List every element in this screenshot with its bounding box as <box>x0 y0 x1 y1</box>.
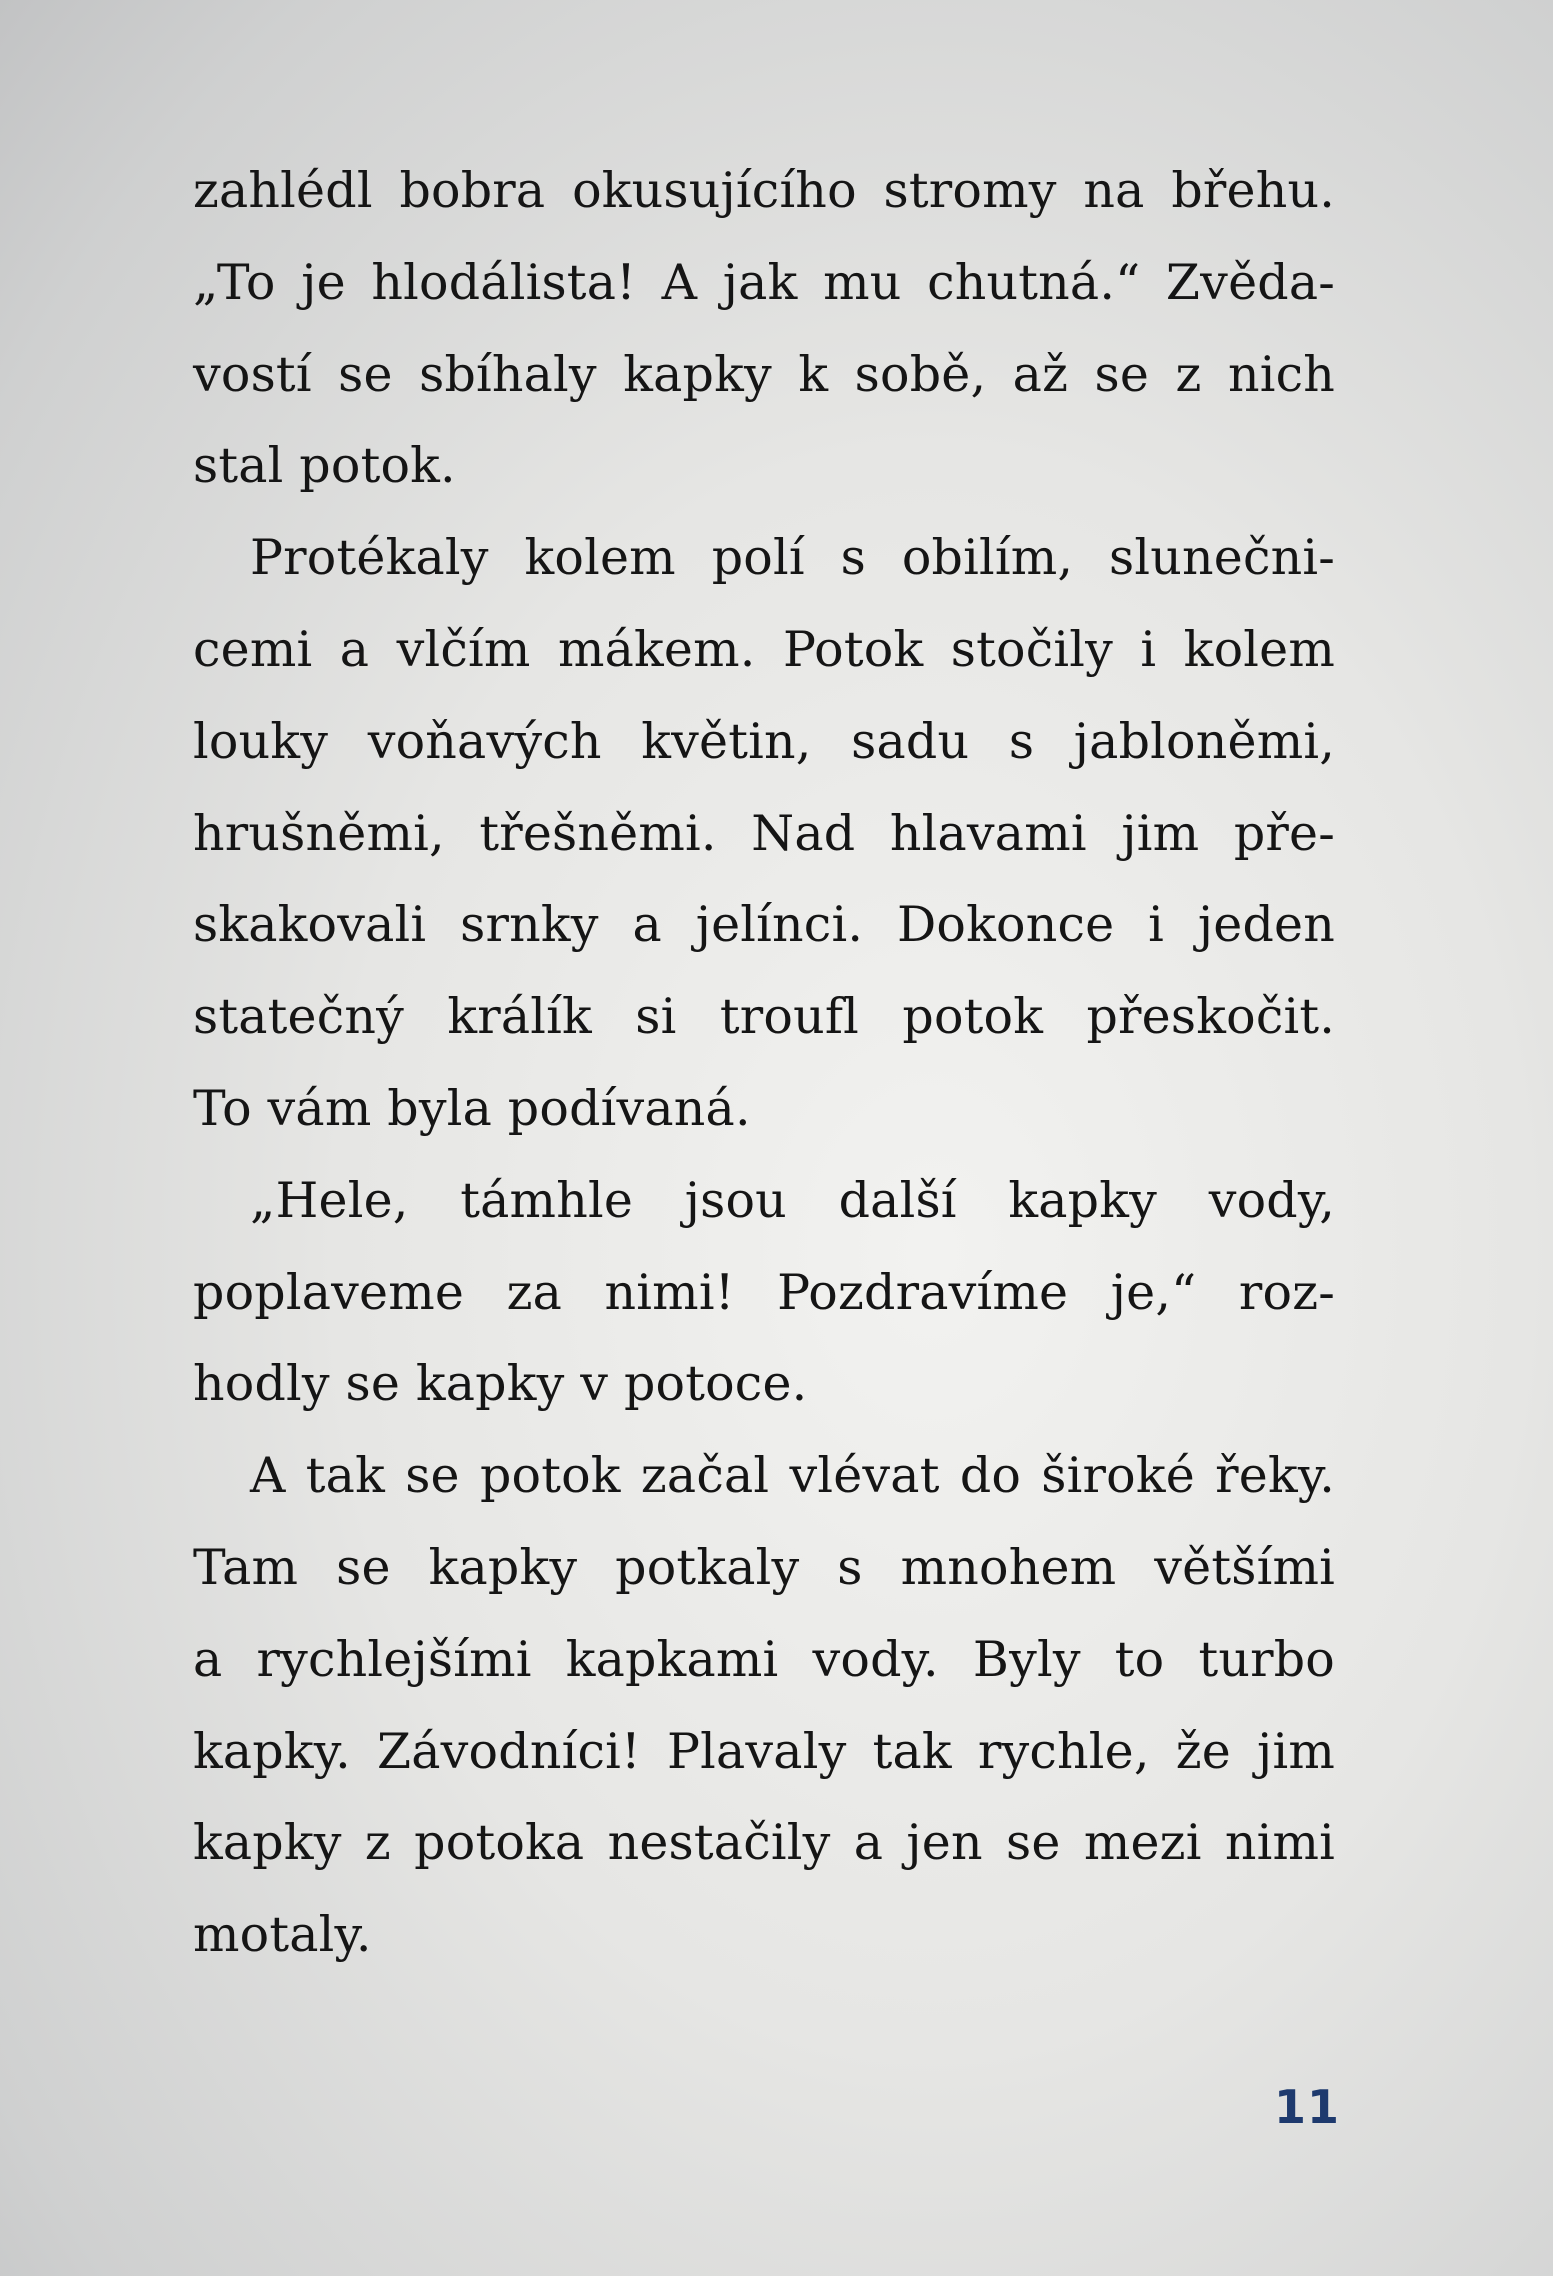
text-line: kapky z potoka nestačily a jen se mezi nimi <box>193 1814 1335 1872</box>
text-line: vostí se sbíhaly kapky k sobě, až se z nich <box>193 345 1335 403</box>
text-line: a rychlejšími kapkami vody. Byly to turbo <box>193 1630 1335 1688</box>
text-line: cemi a vlčím mákem. Potok stočily i kolem <box>193 620 1335 678</box>
text-line: louky voňavých květin, sadu s jabloněmi, <box>193 712 1335 770</box>
text-line: hrušněmi, třešněmi. Nad hlavami jim pře- <box>193 804 1335 862</box>
text-line: Protékaly kolem polí s obilím, slunečni- <box>250 529 1335 587</box>
text-line: poplaveme za nimi! Pozdravíme je,“ roz- <box>193 1263 1335 1321</box>
text-line: zahlédl bobra okusujícího stromy na břehu. <box>193 162 1335 219</box>
text-line: To vám byla podívaná. <box>193 1079 751 1137</box>
text-line: „Hele, támhle jsou další kapky vody, <box>250 1171 1335 1229</box>
text-line: stal potok. <box>193 437 456 495</box>
text-line: kapky. Závodníci! Plavaly tak rychle, že jim <box>193 1722 1335 1780</box>
text-line: skakovali srnky a jelínci. Dokonce i jeden <box>193 896 1335 954</box>
text-line: Tam se kapky potkaly s mnohem většími <box>193 1538 1335 1596</box>
text-line: statečný králík si troufl potok přeskočit. <box>193 988 1335 1046</box>
text-line: motaly. <box>193 1906 372 1964</box>
body-text <box>193 145 1335 1981</box>
text-line: „To je hlodálista! A jak mu chutná.“ Zvěda- <box>193 253 1335 311</box>
text-line: hodly se kapky v potoce. <box>193 1355 808 1413</box>
page-number: 11 <box>1273 2080 1340 2134</box>
text-line: A tak se potok začal vlévat do široké řeky. <box>250 1447 1335 1505</box>
